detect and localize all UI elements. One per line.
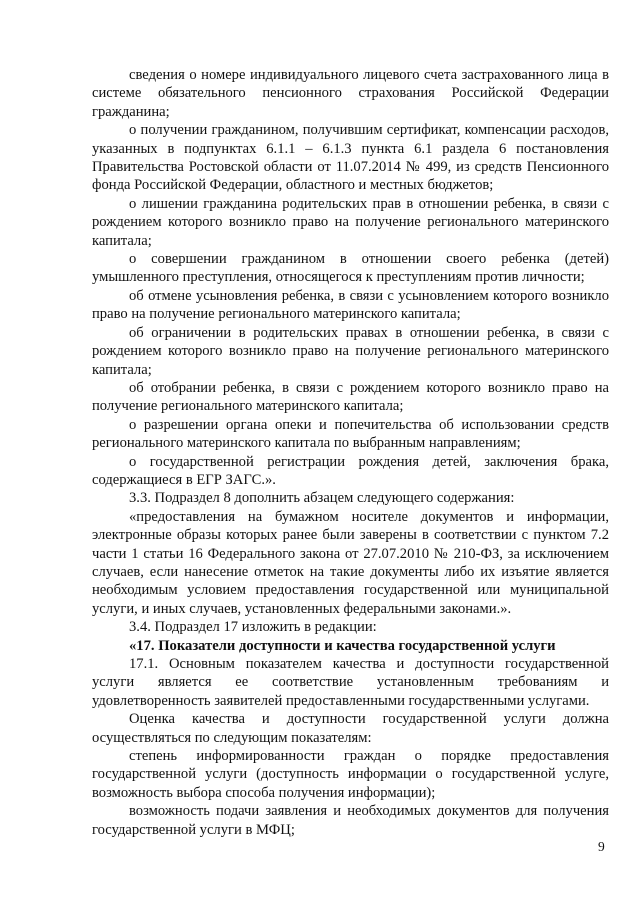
- section-heading: «17. Показатели доступности и качества государственной услуги: [129, 637, 556, 654]
- paragraph-subsection-17: 3.4. Подраздел 17 изложить в редакции:: [129, 619, 377, 636]
- paragraph-main-indicator: 17.1. Основным показателем качества и доступности государственной услуги является ее соответствие установленным требованиям и удовлетворенность заявителей предоставленными государственными услугами.: [92, 656, 609, 709]
- paragraph-civil-registration: о государственной регистрации рождения детей, заключения брака, содержащиеся в ЕГР ЗАГС.».: [92, 453, 609, 488]
- paragraph-paper-documents: «предоставления на бумажном носителе документов и информации, электронные образы которых ранее были заверены в соответствии с пунктом 7.2 части 1 статьи 16 Федерального закона от 27.07.2010 № 210-ФЗ, за исключением случаев, если нанесение отметок на такие документы либо их изъятие является необходимым условием предоставления государственной или муниципальной услуги, и иных случаев, установленных федеральными законами.».: [92, 508, 609, 617]
- paragraph-restriction-rights: об ограничении в родительских правах в отношении ребенка, в связи с рождением которого возникло право на получение регионального материнского капитала;: [92, 324, 609, 378]
- paragraph-crime: о совершении гражданином в отношении своего ребенка (детей) умышленного преступления, относящегося к преступлениям против личности;: [92, 251, 609, 286]
- paragraph-guardianship-permission: о разрешении органа опеки и попечительства об использовании средств регионального материнского капитала по выбранным направлениям;: [92, 416, 609, 452]
- paragraph-deprivation-rights: о лишении гражданина родительских прав в отношении ребенка, в связи с рождением которого возникло право на получение регионального материнского капитала;: [92, 195, 609, 249]
- document-page: [92, 66, 609, 839]
- paragraph-compensation: о получении гражданином, получившим сертификат, компенсации расходов, указанных в подпунктах 6.1.1 – 6.1.3 пункта 6.1 раздела 6 постановления Правительства Ростовской области от 11.07.2014 № 499, из средств Пенсионного фонда Российской Федерации, областного и местных бюджетов;: [92, 122, 609, 194]
- page-number: 9: [598, 839, 605, 854]
- paragraph-mfc: возможность подачи заявления и необходимых документов для получения государственной услуги в МФЦ;: [92, 803, 609, 838]
- paragraph-awareness: степень информированности граждан о порядке предоставления государственной услуги (доступность информации о государственной услуге, возможность выбора способа получения информации);: [92, 748, 609, 801]
- paragraph-child-removal: об отобрании ребенка, в связи с рождением которого возникло право на получение регионального материнского капитала;: [92, 379, 609, 415]
- paragraph-adoption-cancel: об отмене усыновления ребенка, в связи с усыновлением которого возникло право на получение регионального материнского капитала;: [92, 287, 609, 323]
- paragraph-evaluation: Оценка качества и доступности государственной услуги должна осуществляться по следующим показателям:: [92, 711, 609, 746]
- paragraph-pension-account: сведения о номере индивидуального лицевого счета застрахованного лица в системе обязательного пенсионного страхования Российской Федерации гражданина;: [92, 67, 609, 120]
- paragraph-subsection-8: 3.3. Подраздел 8 дополнить абзацем следующего содержания:: [129, 490, 515, 507]
